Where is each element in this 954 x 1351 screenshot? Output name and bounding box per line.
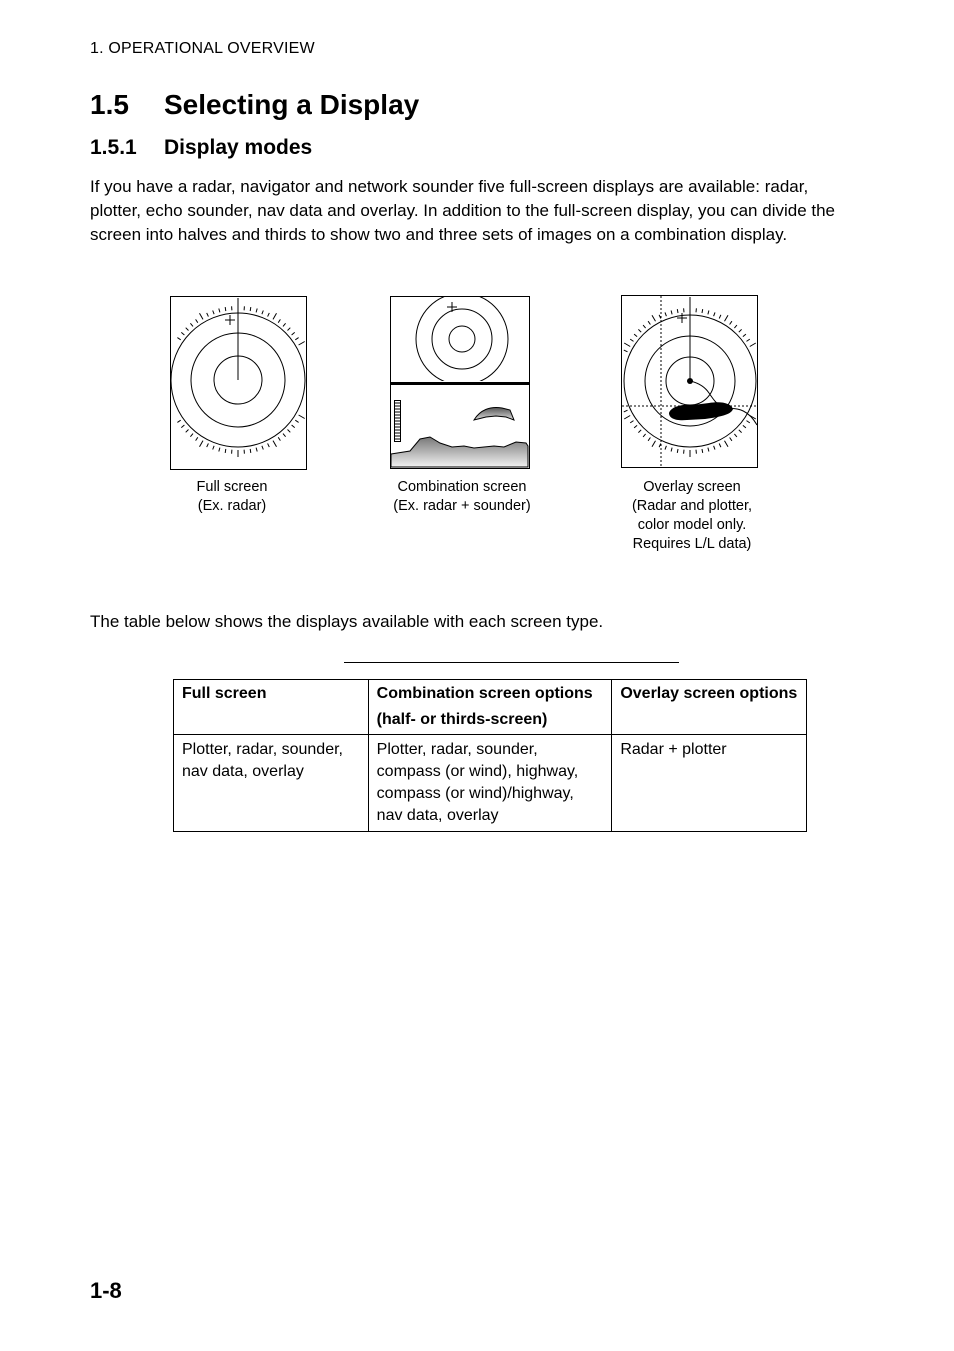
intro-paragraph: If you have a radar, navigator and network sounder five full-screen displays are available: radar, plotter, echo sounder, nav data and overlay. In addition to the full-screen display, you can divide the screen into halves and thirds to show two and three sets of images on a combination display. — [90, 177, 836, 244]
combination-screen-figure — [390, 296, 532, 471]
caption-line: Overlay screen — [643, 479, 741, 495]
bearing-tick — [250, 449, 251, 453]
header-line: Overlay screen options — [620, 685, 798, 702]
chapter-header: 1. OPERATIONAL OVERVIEW — [90, 40, 315, 57]
table-cell: Radar + plotter — [612, 735, 807, 832]
header-line: Combination screen options — [376, 685, 593, 702]
display-types-table — [173, 679, 807, 832]
bearing-tick — [702, 309, 703, 313]
caption-line: (Ex. radar + sounder) — [393, 498, 531, 514]
table-header-combination — [368, 680, 612, 735]
figure-caption-overlay-screen — [606, 478, 778, 554]
table-intro-text: The table below shows the displays available with each screen type. — [90, 612, 604, 631]
header-line: Full screen — [182, 685, 267, 702]
table-header-overlay — [612, 680, 807, 735]
table-title-rule — [344, 662, 679, 663]
subsection-title-text: Display modes — [164, 136, 313, 159]
bearing-tick — [225, 449, 226, 453]
table-cell: Plotter, radar, sounder, compass (or wind), highway, compass (or wind)/highway, nav data, overlay — [368, 735, 612, 832]
section-number: 1.5 — [90, 89, 129, 120]
bearing-tick — [225, 307, 226, 311]
figure-caption-combination-screen — [370, 478, 554, 516]
bearing-tick — [677, 309, 678, 313]
full-screen-radar-figure — [170, 296, 308, 472]
section-title-text: Selecting a Display — [164, 89, 420, 120]
caption-line: Requires L/L data) — [632, 536, 752, 552]
bearing-tick — [702, 449, 703, 453]
figure-caption-full-screen — [160, 478, 304, 516]
caption-line: color model only. — [637, 517, 747, 533]
table-cell: Plotter, radar, sounder, nav data, overlay — [174, 735, 369, 832]
bearing-tick — [250, 307, 251, 311]
caption-line: Combination screen — [397, 479, 527, 495]
header-line: (half- or thirds-screen) — [376, 711, 548, 728]
table-header-full-screen — [174, 680, 369, 735]
page-number: 1-8 — [90, 1278, 122, 1303]
caption-line: Full screen — [196, 479, 268, 495]
bearing-tick — [677, 449, 678, 453]
overlay-screen-figure — [621, 295, 761, 471]
caption-line: (Radar and plotter, — [631, 498, 753, 514]
subsection-title — [90, 136, 312, 160]
section-title — [90, 89, 419, 121]
table-header-row — [174, 680, 807, 735]
caption-line: (Ex. radar) — [197, 498, 267, 514]
table-row — [174, 735, 807, 832]
subsection-number: 1.5.1 — [90, 136, 137, 159]
